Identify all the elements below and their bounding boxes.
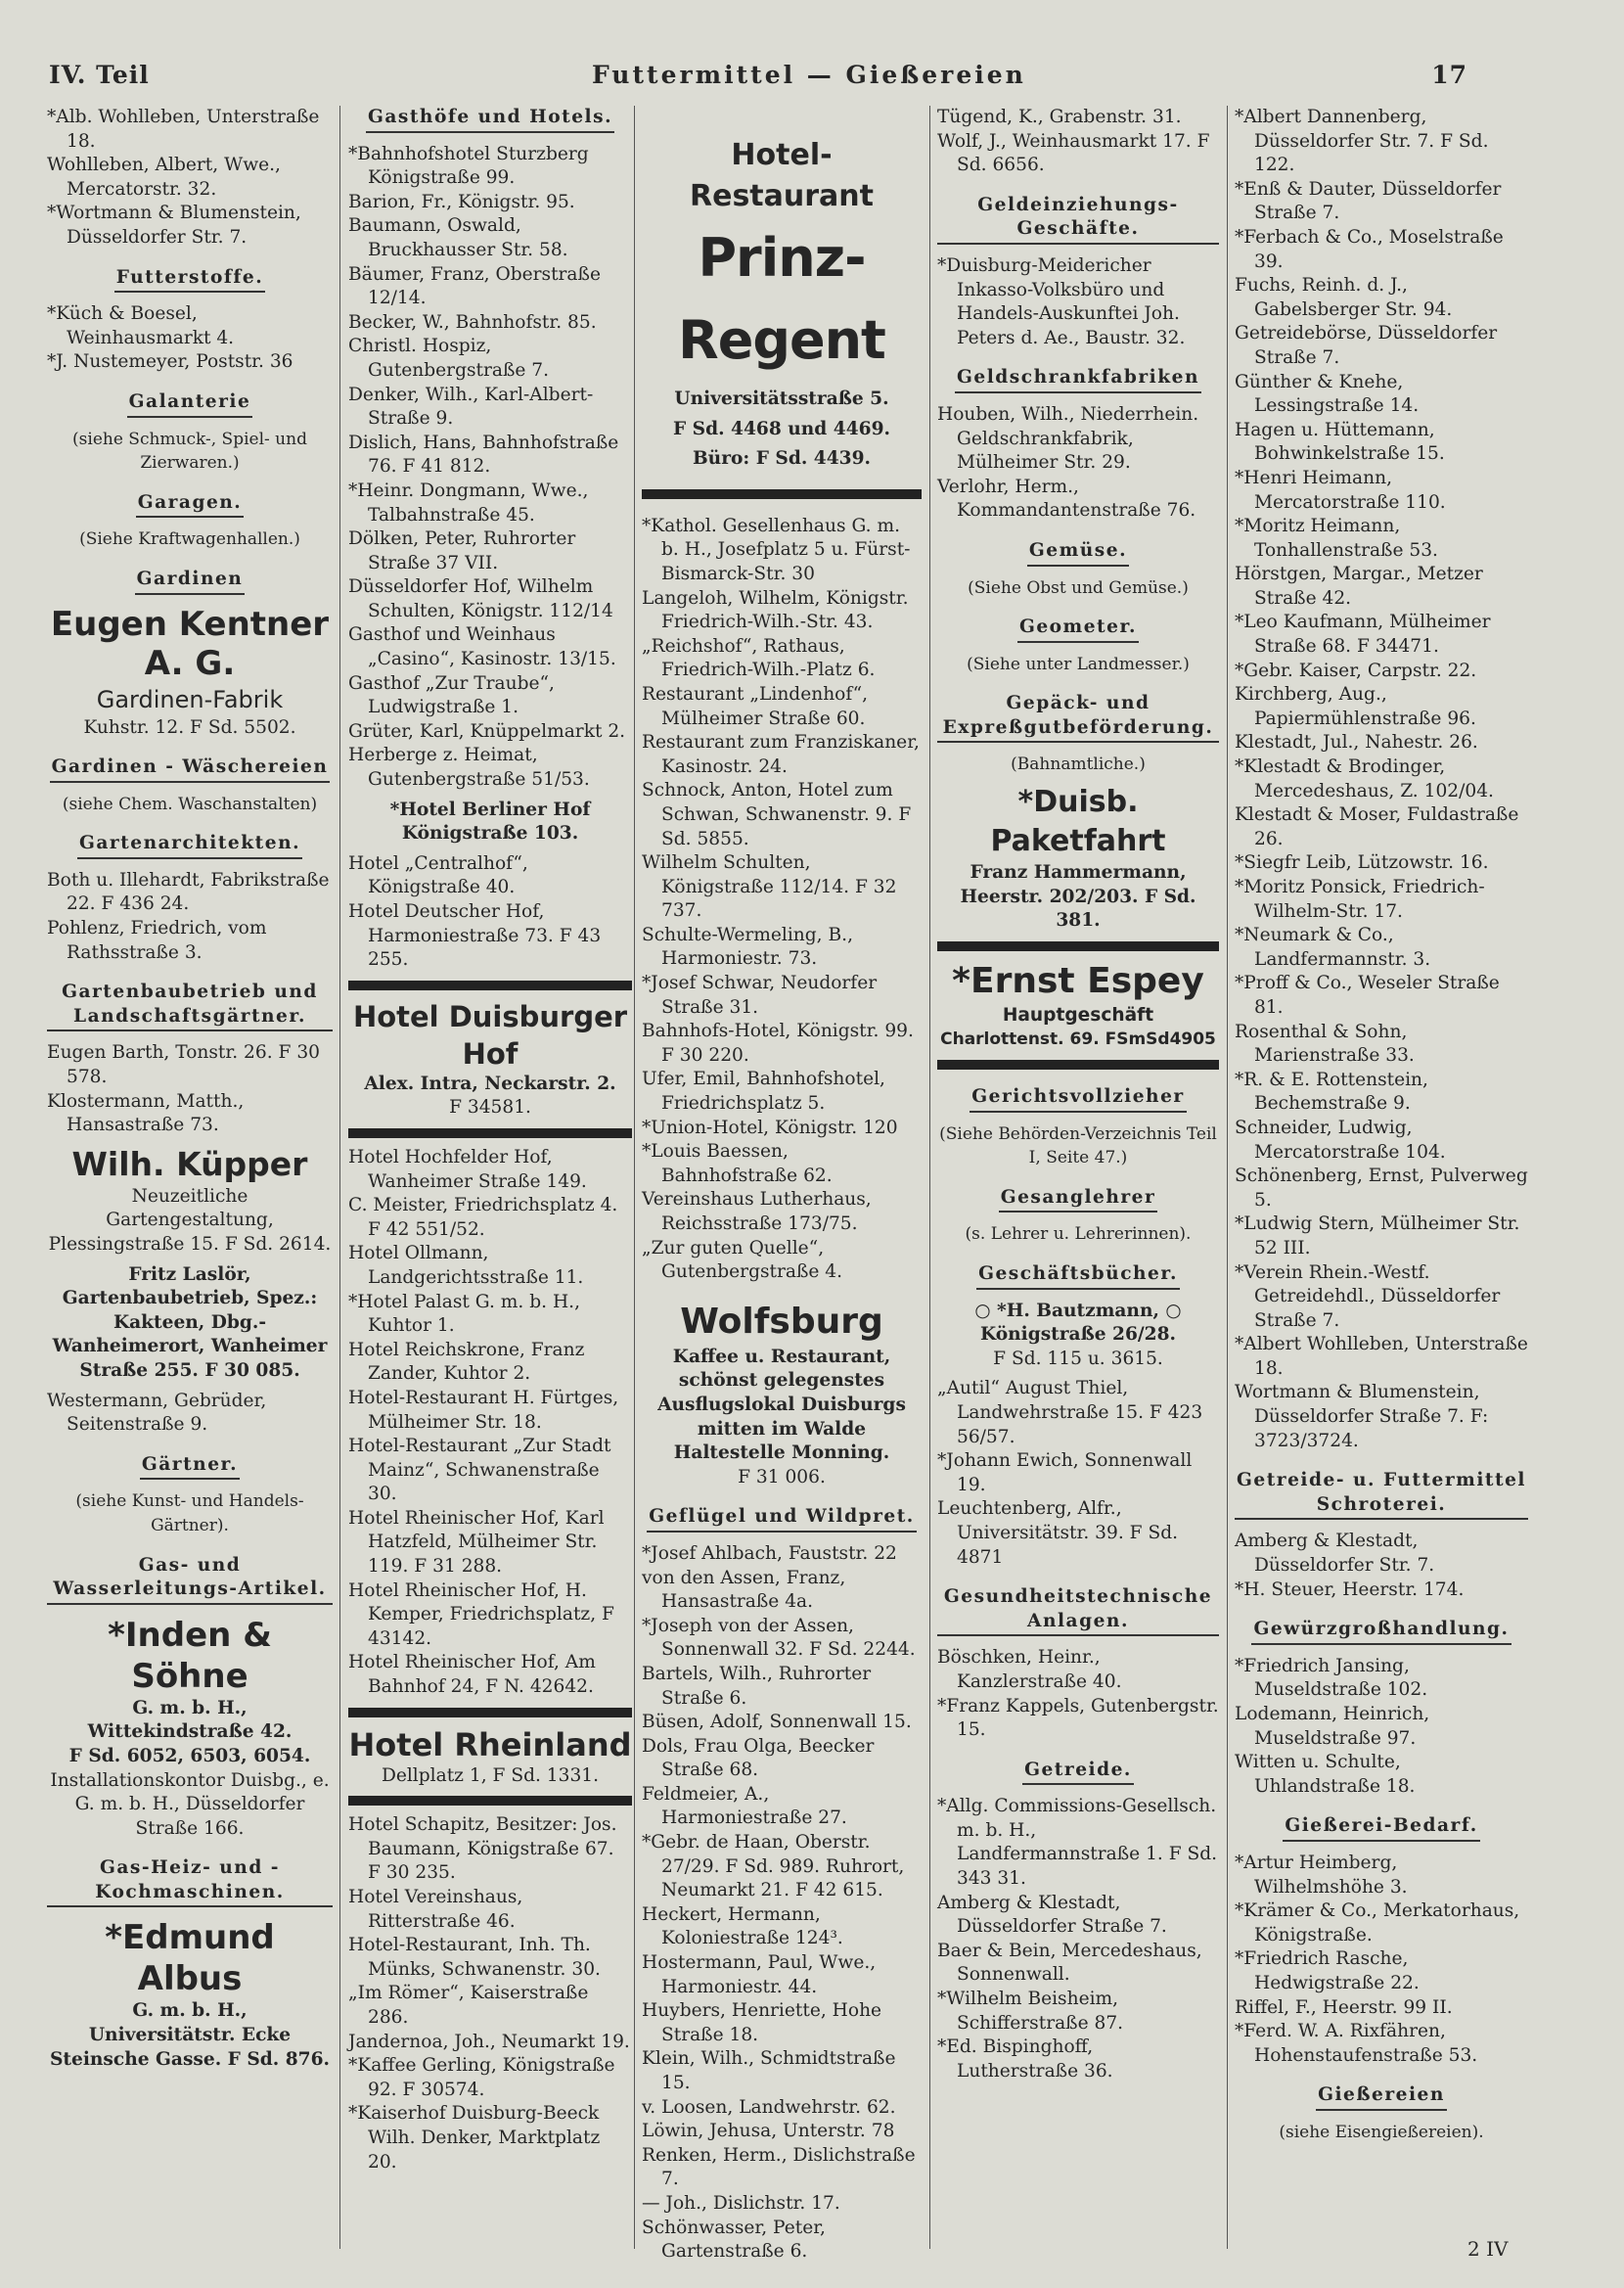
header-title: Futtermittel — Gießereien [592, 61, 1026, 89]
section-heading: Gießereien [1235, 2083, 1528, 2111]
directory-entry: Restaurant „Lindenhof“, Mülheimer Straße 60. [642, 683, 869, 729]
directory-entry: Klestadt & Moser, Fuldastraße 26. [1235, 804, 1519, 849]
directory-entry: Schnock, Anton, Hotel zum Schwan, Schwanenstr. 9. F Sd. 5855. [642, 780, 912, 849]
directory-entry: *Siegfr Leib, Lützowstr. 16. [1235, 852, 1489, 874]
entry-list [348, 1146, 632, 1700]
entry-list [937, 403, 1219, 524]
section-heading: Geometer. [937, 616, 1219, 643]
directory-entry: Riffel, F., Heerstr. 99 II. [1235, 1996, 1453, 2018]
section-heading: Gas-Heiz- und -Kochmaschinen. [47, 1856, 333, 1907]
directory-entry: Wortmann & Blumenstein, Düsseldorfer Straße 7. F: 3723/3724. [1235, 1382, 1489, 1451]
column-3 [642, 106, 922, 2263]
directory-entry: Dols, Frau Olga, Beecker Straße 68. [642, 1735, 875, 1781]
directory-entry: Wohlleben, Albert, Wwe., Mercatorstr. 32. [47, 155, 281, 200]
directory-entry: Houben, Wilh., Niederrhein. Geldschrankfabrik, Mülheimer Str. 29. [937, 403, 1199, 474]
directory-entry: *Louis Baessen, Bahnhofstraße 62. [642, 1141, 833, 1186]
ad-text: Büro: F Sd. 4439. [692, 448, 872, 470]
directory-entry: Renken, Herm., Dislichstraße 7. [642, 2144, 916, 2190]
directory-entry: Feldmeier, A., Harmoniestraße 27. [642, 1783, 847, 1829]
directory-entry: *Kaiserhof Duisburg-Beeck Wilh. Denker, Marktplatz 20. [348, 2103, 601, 2173]
directory-entry: *Bahnhofshotel Sturzberg Königstraße 99. [348, 143, 589, 189]
directory-entry: Hotel Rheinischer Hof, Karl Hatzfeld, Mülheimer Str. 119. F 31 288. [348, 1507, 605, 1578]
entry-list [642, 1542, 922, 2265]
section-heading: Garagen. [47, 491, 333, 519]
directory-entry: *Johann Ewich, Sonnenwall 19. [937, 1450, 1193, 1495]
directory-entry: *Klestadt & Brodinger, Mercedeshaus, Z. 102/04. [1235, 756, 1494, 801]
directory-entry: Grüter, Karl, Knüppelmarkt 2. [348, 720, 626, 742]
directory-entry: Rosenthal & Sohn, Marienstraße 33. [1235, 1021, 1415, 1067]
ad-address: Kuhstr. 12. F Sd. 5502. [83, 716, 296, 738]
directory-entry: *Joseph von der Assen, Sonnenwall 32. F Sd. 2244. [642, 1615, 916, 1661]
directory-entry: Hotel-Restaurant H. Fürtges, Mülheimer Str. 18. [348, 1387, 619, 1433]
directory-entry: Kirchberg, Aug., Papiermühlenstraße 96. [1235, 684, 1476, 729]
directory-entry: Hotel Rheinischer Hof, Am Bahnhof 24, F N. 42642. [348, 1652, 596, 1698]
entry-list [47, 1390, 333, 1438]
directory-entry: Dölken, Peter, Ruhrorter Straße 37 VII. [348, 528, 576, 573]
cross-reference: (Siehe Kraftwagenhallen.) [79, 529, 300, 550]
directory-entry: *Henri Heimann, Mercatorstraße 110. [1235, 467, 1446, 513]
section-heading: Gärtner. [47, 1453, 333, 1481]
column-divider [1227, 106, 1228, 2249]
advertisement-kuepper [47, 1144, 333, 1258]
ad-text: Installationskontor Duisbg., e. G. m. b. H., Düsseldorfer Straße 166. [50, 1769, 330, 1839]
directory-entry: *Neumark & Co., Landfermannstr. 3. [1235, 925, 1431, 970]
directory-entry: Düsseldorfer Hof, Wilhelm Schulten, Königstr. 112/14 [348, 576, 613, 621]
cross-reference: (Siehe Behörden-Verzeichnis Teil I, Seite 47.) [939, 1123, 1217, 1168]
directory-entry: Christl. Hospiz, Gutenbergstraße 7. [348, 336, 550, 381]
directory-entry: Schulte-Wermeling, B., Harmoniestr. 73. [642, 924, 853, 970]
directory-entry: Both u. Illehardt, Fabrikstraße 22. F 436 24. [47, 869, 330, 915]
entry-list [47, 106, 333, 251]
directory-entry: Restaurant zum Franziskaner, Kasinostr. 24. [642, 732, 920, 777]
section-heading: Geldschrankfabriken [937, 366, 1219, 393]
directory-entry: C. Meister, Friedrichsplatz 4. F 42 551/52. [348, 1195, 618, 1240]
directory-entry: „Reichshof“, Rathaus, Friedrich-Wilh.-Platz 6. [642, 635, 876, 681]
cross-reference: (Siehe unter Landmesser.) [967, 654, 1190, 674]
directory-entry: Günther & Knehe, Lessingstraße 14. [1235, 371, 1420, 417]
directory-entry: „Autil“ August Thiel, Landwehrstraße 15. F 423 56/57. [937, 1378, 1203, 1447]
column-divider [634, 106, 635, 2249]
directory-entry: Büsen, Adolf, Sonnenwall 15. [642, 1712, 912, 1733]
directory-entry: Hotel Rheinischer Hof, H. Kemper, Friedrichsplatz, F 43142. [348, 1579, 614, 1649]
directory-entry: Klestadt, Jul., Nahestr. 26. [1235, 732, 1478, 754]
directory-entry: Bäumer, Franz, Oberstraße 12/14. [348, 263, 601, 309]
entry-list [1235, 1655, 1528, 1800]
ad-text: Wittekindstraße 42. [87, 1721, 293, 1743]
directory-entry: von den Assen, Franz, Hansastraße 4a. [642, 1567, 846, 1613]
ad-headline: *Inden & Söhne [108, 1615, 272, 1696]
entry-list [1235, 1852, 1528, 2068]
cross-reference: (siehe Eisengießereien). [1279, 2122, 1484, 2142]
directory-entry: *Josef Schwar, Neudorfer Straße 31. [642, 973, 878, 1018]
directory-entry: Amberg & Klestadt, Düsseldorfer Straße 7. [937, 1892, 1167, 1938]
directory-entry: Herberge z. Heimat, Gutenbergstraße 51/53. [348, 745, 590, 791]
directory-entry: Vereinshaus Lutherhaus, Reichsstraße 173/75. [642, 1189, 872, 1234]
directory-entry: Denker, Wilh., Karl-Albert-Straße 9. [348, 384, 594, 430]
section-heading: Gasthöfe und Hotels. [348, 106, 632, 133]
entry-list [937, 1646, 1219, 1742]
ad-text: Neuzeitliche Gartengestaltung, Plessingstraße 15. F Sd. 2614. [48, 1185, 332, 1255]
column-1 [47, 106, 333, 2244]
directory-entry: Klein, Wilh., Schmidtstraße 15. [642, 2048, 896, 2093]
directory-entry: Gasthof und Weinhaus „Casino“, Kasinostr. 13/15. [348, 624, 616, 670]
column-5 [1235, 106, 1528, 2244]
directory-entry: *J. Nustemeyer, Poststr. 36 [47, 351, 293, 373]
section-heading: Geflügel und Wildpret. [642, 1505, 922, 1533]
ad-headline: Hotel-Restaurant [690, 138, 874, 213]
section-heading: Gartenarchitekten. [47, 832, 333, 859]
directory-entry: Schönenberg, Ernst, Pulverweg 5. [1235, 1166, 1528, 1211]
directory-entry: *Josef Ahlbach, Fauststr. 22 [642, 1542, 897, 1564]
directory-entry: *Artur Heimberg, Wilhelmshöhe 3. [1235, 1852, 1408, 1898]
directory-entry: *Küch & Boesel, Weinhausmarkt 4. [47, 303, 235, 348]
directory-entry: Becker, W., Bahnhofstr. 85. [348, 311, 597, 333]
ad-headline: Hotel Rheinland [348, 1725, 632, 1763]
ad-text: F 34581. [449, 1097, 531, 1119]
page-number: 17 [1431, 61, 1467, 89]
ad-headline: Eugen Kentner [50, 604, 330, 644]
directory-entry: *Allg. Commissions-Gesellsch. m. b. H., Landfermannstraße 1. F Sd. 343 31. [937, 1796, 1218, 1890]
advertisement-inden [47, 1615, 333, 1842]
column-divider [929, 106, 930, 2249]
cross-reference: (Bahnamtliche.) [1011, 755, 1146, 775]
divider [348, 1796, 632, 1806]
directory-entry: *Friedrich Jansing, Museldstraße 102. [1235, 1655, 1428, 1701]
directory-entry: *Leo Kaufmann, Mülheimer Straße 68. F 34471. [1235, 612, 1491, 658]
entry-list [937, 1377, 1219, 1570]
directory-entry: Witten u. Schulte, Uhlandstraße 18. [1235, 1752, 1416, 1797]
directory-entry: Eugen Barth, Tonstr. 26. F 30 578. [47, 1042, 321, 1088]
section-heading: Gardinen [47, 568, 333, 595]
advertisement-duisburger-hof [348, 998, 632, 1121]
entry-list [348, 852, 632, 973]
directory-entry: *H. Steuer, Heerstr. 174. [1235, 1579, 1465, 1600]
section-heading: Gepäck- und Expreßgutbeförderung. [937, 692, 1219, 743]
ad-title: Prinz-Regent [678, 227, 885, 371]
divider [348, 981, 632, 990]
ad-headline: *Edmund Albus [105, 1918, 275, 1999]
ad-subline: A. G. [144, 643, 236, 683]
section-heading: Gas- und Wasserleitungs-Artikel. [47, 1554, 333, 1605]
directory-entry: Hotel Ollmann, Landgerichtsstraße 11. [348, 1243, 584, 1288]
directory-entry: Baer & Bein, Mercedeshaus, Sonnenwall. [937, 1940, 1202, 1986]
ad-headline: ○ *H. Bautzmann, ○ [974, 1300, 1182, 1321]
directory-entry: *Duisburg-Meidericher Inkasso-Volksbüro und Handels-Auskunftei Joh. Peters d. Ae., Baustr. 32. [937, 254, 1186, 348]
directory-entry: Hotel „Centralhof“, Königstraße 40. [348, 852, 528, 898]
section-heading: Gießerei-Bedarf. [1235, 1814, 1528, 1842]
directory-entry: — Joh., Dislichstr. 17. [642, 2192, 840, 2214]
directory-entry: *Ludwig Stern, Mülheimer Str. 52 III. [1235, 1213, 1520, 1258]
section-heading: Getreide- u. Futtermittel Schroterei. [1235, 1469, 1528, 1520]
cross-reference: (s. Lehrer u. Lehrerinnen). [965, 1224, 1192, 1245]
ad-headline: Wolfsburg [680, 1301, 883, 1342]
advertisement-wolfsburg [642, 1299, 922, 1490]
directory-entry: Hotel Deutscher Hof, Harmoniestraße 73. F 43 255. [348, 901, 602, 971]
directory-entry: Pohlenz, Friedrich, vom Rathsstraße 3. [47, 918, 267, 963]
ad-text: Gardinen-Fabrik [96, 685, 284, 713]
directory-entry: Bahnhofs-Hotel, Königstr. 99. F 30 220. [642, 1021, 914, 1066]
section-heading: Getreide. [937, 1759, 1219, 1786]
entry-list [642, 515, 922, 1285]
divider [348, 1708, 632, 1717]
directory-entry: Hotel Vereinshaus, Ritterstraße 46. [348, 1887, 523, 1932]
directory-entry: Hotel-Restaurant „Zur Stadt Mainz“, Schwanenstraße 30. [348, 1436, 611, 1505]
directory-entry: *Heinr. Dongmann, Wwe., Talbahnstraße 45. [348, 480, 589, 526]
entry-list [937, 1795, 1219, 2083]
column-4 [937, 106, 1219, 2244]
section-heading: Geldeinziehungs-Geschäfte. [937, 194, 1219, 245]
cross-reference: (Siehe Obst und Gemüse.) [968, 577, 1189, 598]
directory-entry: *Friedrich Rasche, Hedwigstraße 22. [1235, 1948, 1420, 1993]
section-heading: Gesanglehrer [937, 1186, 1219, 1213]
directory-entry: *Ferd. W. A. Rixfähren, Hohenstaufenstraße 53. [1235, 2021, 1478, 2066]
directory-entry: *Hotel Palast G. m. b. H., Kuhtor 1. [348, 1291, 580, 1337]
ad-text: Hauptgeschäft [1002, 1004, 1154, 1026]
directory-entry: *Gebr. Kaiser, Carpstr. 22. [1235, 660, 1477, 681]
directory-entry: Hostermann, Paul, Wwe., Harmoniestr. 44. [642, 1952, 877, 1997]
entry-list [348, 1813, 632, 2174]
directory-entry: *Kathol. Gesellenhaus G. m. b. H., Josefplatz 5 u. Fürst-Bismarck-Str. 30 [642, 515, 911, 584]
directory-entry: „Zur guten Quelle“, Gutenbergstraße 4. [642, 1237, 843, 1283]
directory-entry: *Alb. Wohlleben, Unterstraße 18. [47, 107, 320, 152]
advertisement-kentner [47, 605, 333, 741]
ad-text: Kaffee u. Restaurant, schönst gelegenstes Ausflugslokal Duisburgs mitten im Walde Haltestelle Monning. [657, 1346, 906, 1464]
directory-entry: Gasthof „Zur Traube“, Ludwigstraße 1. [348, 672, 555, 718]
directory-entry: *Wortmann & Blumenstein, Düsseldorfer Str. 7. [47, 203, 301, 248]
directory-entry: Verlohr, Herm., Kommandantenstraße 76. [937, 476, 1196, 522]
directory-entry: Hotel Reichskrone, Franz Zander, Kuhtor 2. [348, 1339, 585, 1385]
directory-entry: *Franz Kappels, Gutenbergstr. 15. [937, 1695, 1219, 1741]
advertisement-espey [937, 959, 1219, 1052]
divider [937, 1060, 1219, 1070]
directory-entry: Klostermann, Matth., Hansastraße 73. [47, 1090, 245, 1136]
directory-entry: *Proff & Co., Weseler Straße 81. [1235, 973, 1500, 1018]
directory-entry: Leuchtenberg, Alfr., Universitätstr. 39. F Sd. 4871 [937, 1498, 1179, 1568]
directory-entry: Hotel Hochfelder Hof, Wanheimer Straße 149. [348, 1146, 587, 1192]
entry-list [937, 106, 1219, 178]
ad-text: Franz Hammermann, [970, 862, 1187, 884]
directory-entry: Amberg & Klestadt, Düsseldorfer Str. 7. [1235, 1531, 1435, 1577]
directory-entry: Jandernoa, Joh., Neumarkt 19. [348, 2031, 630, 2052]
section-heading: Galanterie [47, 390, 333, 418]
ad-text: Königstraße 26/28. [979, 1324, 1177, 1346]
section-heading: Geschäftsbücher. [937, 1262, 1219, 1290]
signature-mark: 2 IV [1467, 2237, 1509, 2261]
directory-entry: Baumann, Oswald, Bruckhausser Str. 58. [348, 215, 568, 260]
advertisement-berliner-hof: *Hotel Berliner Hof Königstraße 103. [389, 799, 591, 845]
column-2 [348, 106, 632, 2244]
directory-entry: Ufer, Emil, Bahnhofshotel, Friedrichsplatz 5. [642, 1069, 885, 1115]
cross-reference: (siehe Schmuck-, Spiel- und Zierwaren.) [72, 429, 307, 474]
directory-entry: Wilhelm Schulten, Königstraße 112/14. F 32 737. [642, 852, 897, 922]
ad-text: F Sd. 4468 und 4469. [672, 418, 890, 439]
divider [642, 489, 922, 499]
directory-entry: Schneider, Ludwig, Mercatorstraße 104. [1235, 1117, 1446, 1163]
section-heading: Gemüse. [937, 539, 1219, 567]
ad-headline: *Duisb. Paketfahrt [990, 785, 1166, 859]
section-heading: Futterstoffe. [47, 266, 333, 294]
ad-text: G. m. b. H., [132, 2000, 248, 2022]
ad-text: F Sd. 6052, 6503, 6054. [68, 1745, 311, 1766]
entry-list [47, 869, 333, 965]
directory-entry: *Verein Rhein.-Westf. Getreidehdl., Düsseldorfer Straße 7. [1235, 1261, 1501, 1331]
directory-entry: *Albert Dannenberg, Düsseldorfer Str. 7. F Sd. 122. [1235, 107, 1489, 176]
ad-text: Alex. Intra, Neckarstr. 2. [364, 1073, 616, 1094]
entry-list [937, 254, 1219, 350]
directory-entry: Huybers, Henriette, Hohe Straße 18. [642, 2000, 882, 2045]
directory-entry: Tügend, K., Grabenstr. 31. [937, 107, 1182, 127]
directory-entry: Löwin, Jehusa, Unterstr. 78 [642, 2121, 895, 2142]
advertisement-prinz-regent [642, 135, 922, 472]
directory-entry: *Wilhelm Beisheim, Schifferstraße 87. [937, 1989, 1124, 2034]
directory-entry: Getreidebörse, Düsseldorfer Straße 7. [1235, 323, 1498, 368]
directory-entry: Langeloh, Wilhelm, Königstr. Friedrich-Wilh.-Str. 43. [642, 587, 909, 633]
ad-text: Heerstr. 202/203. F Sd. 381. [960, 886, 1196, 932]
page-header [49, 61, 1467, 96]
column-divider [339, 106, 340, 2249]
ad-headline: Wilh. Küpper [71, 1144, 308, 1183]
directory-entry: *R. & E. Rottenstein, Bechemstraße 9. [1235, 1069, 1428, 1115]
directory-entry: Barion, Fr., Königstr. 95. [348, 191, 575, 212]
directory-entry: Hotel Schapitz, Besitzer: Jos. Baumann, Königstraße 67. F 30 235. [348, 1814, 617, 1884]
ad-headline: *Ernst Espey [952, 960, 1204, 1001]
ad-text: Universitätstr. Ecke Steinsche Gasse. F Sd. 876. [49, 2025, 330, 2070]
directory-entry: Wolf, J., Weinhausmarkt 17. F Sd. 6656. [937, 130, 1210, 176]
directory-entry: Hagen u. Hüttemann, Bohwinkelstraße 15. [1235, 419, 1445, 465]
section-heading: Gerichtsvollzieher [937, 1085, 1219, 1113]
entry-list [47, 1041, 333, 1137]
directory-entry: Fuchs, Reinh. d. J., Gabelsberger Str. 94. [1235, 275, 1453, 320]
ad-headline: Hotel Duisburger Hof [352, 999, 628, 1071]
section-heading: Gardinen - Wäschereien [47, 755, 333, 783]
advertisement-albus [47, 1917, 333, 2072]
ad-text: G. m. b. H., [132, 1697, 248, 1718]
header-part: IV. Teil [49, 61, 150, 89]
section-heading: Gewürzgroßhandlung. [1235, 1618, 1528, 1645]
directory-entry: Westermann, Gebrüder, Seitenstraße 9. [47, 1390, 267, 1436]
directory-entry: Hotel-Restaurant, Inh. Th. Münks, Schwanenstr. 30. [348, 1935, 601, 1980]
directory-entry: *Ed. Bispinghoff, Lutherstraße 36. [937, 2036, 1113, 2082]
ad-text: Dellplatz 1, F Sd. 1331. [381, 1764, 600, 1786]
ad-text: Charlottenst. 69. FSmSd4905 [940, 1030, 1216, 1050]
directory-entry: Dislich, Hans, Bahnhofstraße 76. F 41 812. [348, 432, 619, 478]
entry-list [1235, 106, 1528, 1453]
ad-text: Universitätsstraße 5. [674, 389, 889, 409]
directory-entry: *Kaffee Gerling, Königstraße 92. F 30574. [348, 2055, 615, 2100]
directory-entry: Böschken, Heinr., Kanzlerstraße 40. [937, 1647, 1122, 1692]
section-heading: Gartenbaubetrieb und Landschaftsgärtner. [47, 981, 333, 1031]
advertisement-paketfahrt [937, 783, 1219, 934]
directory-entry: *Gebr. de Haan, Oberstr. 27/29. F Sd. 989. Ruhrort, Neumarkt 21. F 42 615. [642, 1832, 905, 1901]
advertisement-laslor: Fritz Laslör, Gartenbaubetrieb, Spez.: Kakteen, Dbg.-Wanheimerort, Wanheimer Straße 255. F 30 085. [52, 1263, 328, 1381]
ad-text: F Sd. 115 u. 3615. [993, 1348, 1163, 1369]
directory-entry: Hörstgen, Margar., Metzer Straße 42. [1235, 564, 1483, 609]
directory-entry: „Im Römer“, Kaiserstraße 286. [348, 1983, 589, 2028]
ad-text: F 31 006. [738, 1466, 826, 1487]
directory-entry: *Moritz Ponsick, Friedrich-Wilhelm-Str. 17. [1235, 877, 1485, 922]
directory-entry: *Krämer & Co., Merkatorhaus, Königstraße. [1235, 1900, 1520, 1945]
cross-reference: (siehe Kunst- und Handels-Gärtner). [75, 1491, 304, 1535]
directory-entry: *Albert Wohlleben, Unterstraße 18. [1235, 1334, 1528, 1379]
directory-entry: *Union-Hotel, Königstr. 120 [642, 1117, 898, 1138]
directory-entry: *Ferbach & Co., Moselstraße 39. [1235, 226, 1504, 272]
entry-list [47, 302, 333, 375]
entry-list [348, 143, 632, 793]
directory-entry: Schönwasser, Peter, Gartenstraße 6. [642, 2217, 826, 2263]
directory-entry: *Moritz Heimann, Tonhallenstraße 53. [1235, 516, 1438, 561]
advertisement-rheinland [348, 1725, 632, 1789]
divider [937, 941, 1219, 951]
section-heading: Gesundheitstechnische Anlagen. [937, 1585, 1219, 1636]
divider [348, 1128, 632, 1138]
directory-entry: v. Loosen, Landwehrstr. 62. [642, 2096, 896, 2118]
advertisement-bautzmann [937, 1300, 1219, 1372]
directory-entry: Lodemann, Heinrich, Museldstraße 97. [1235, 1704, 1430, 1749]
directory-entry: Heckert, Hermann, Koloniestraße 124³. [642, 1903, 843, 1949]
entry-list [1235, 1530, 1528, 1602]
directory-entry: Bartels, Wilh., Ruhrorter Straße 6. [642, 1663, 872, 1709]
cross-reference: (siehe Chem. Waschanstalten) [62, 794, 318, 814]
directory-entry: *Enß & Dauter, Düsseldorfer Straße 7. [1235, 178, 1502, 224]
